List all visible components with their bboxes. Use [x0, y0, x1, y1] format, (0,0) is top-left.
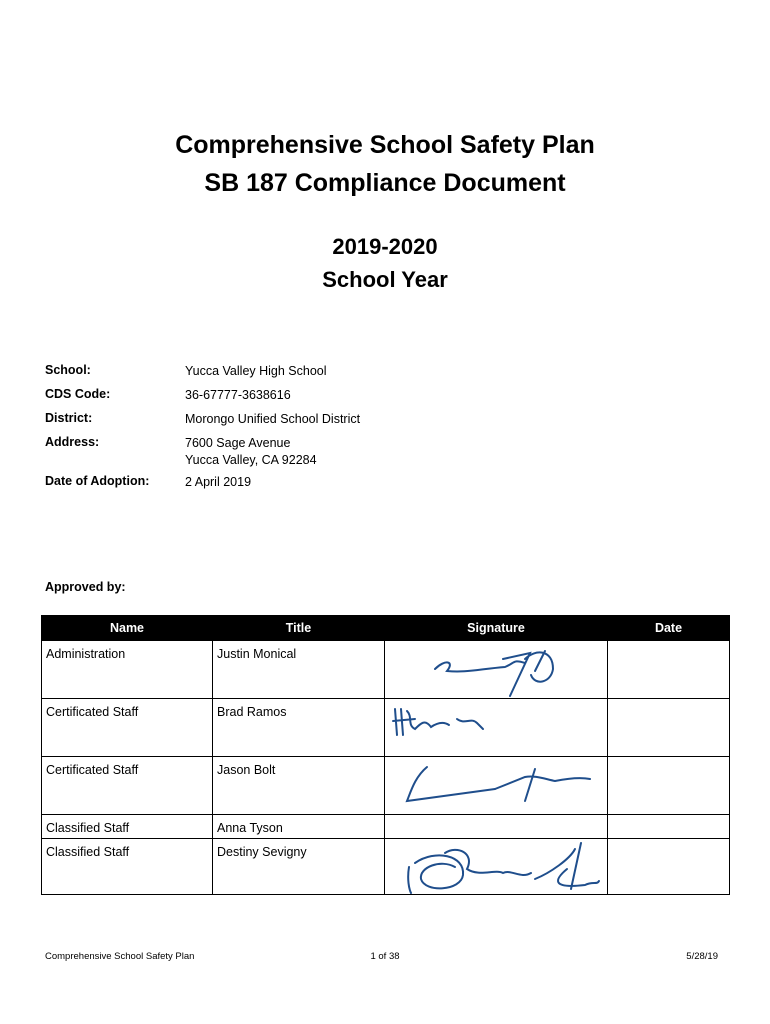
row-name: Classified Staff [42, 839, 213, 895]
row-title: Anna Tyson [213, 815, 385, 839]
cds-code-value: 36-67777-3638616 [185, 388, 291, 402]
signature-ramos [385, 699, 608, 757]
school-value: Yucca Valley High School [185, 364, 327, 378]
signature-cell [385, 641, 608, 699]
row-date [608, 839, 730, 895]
row-date [608, 641, 730, 699]
adoption-date-label: Date of Adoption: [45, 474, 150, 488]
header-date: Date [608, 616, 730, 641]
footer-page-number: 1 of 38 [370, 951, 400, 962]
signature-cell [385, 839, 608, 895]
table-row [42, 839, 730, 895]
signature-bolt [385, 757, 608, 815]
district-label: District: [45, 411, 93, 425]
cds-code-label: CDS Code: [45, 387, 111, 401]
row-date [608, 699, 730, 757]
row-title: Destiny Sevigny [213, 839, 385, 895]
row-title: Brad Ramos [213, 699, 385, 757]
school-year-label: School Year [322, 267, 448, 292]
approved-by-label: Approved by: [45, 580, 126, 594]
address-line1: 7600 Sage Avenue [185, 436, 291, 450]
footer-document-name: Comprehensive School Safety Plan [45, 951, 195, 962]
signature-cell [385, 815, 608, 839]
approval-table [41, 615, 730, 895]
address-label: Address: [45, 435, 100, 449]
table-row [42, 815, 730, 839]
row-name: Certificated Staff [42, 757, 213, 815]
school-label: School: [45, 363, 91, 377]
row-name: Administration [42, 641, 213, 699]
row-date [608, 815, 730, 839]
row-date [608, 757, 730, 815]
adoption-date-value: 2 April 2019 [185, 475, 252, 489]
header-signature: Signature [385, 616, 608, 641]
signature-monical [385, 641, 608, 699]
table-row [42, 757, 730, 815]
footer-date: 5/28/19 [686, 951, 718, 962]
district-value: Morongo Unified School District [185, 412, 361, 426]
row-title: Jason Bolt [213, 757, 385, 815]
table-row [42, 699, 730, 757]
row-name: Classified Staff [42, 815, 213, 839]
table-row [42, 641, 730, 699]
school-year-range: 2019-2020 [332, 234, 438, 259]
signature-cell [385, 757, 608, 815]
document-title-line2: SB 187 Compliance Document [204, 169, 566, 197]
row-title: Justin Monical [213, 641, 385, 699]
row-name: Certificated Staff [42, 699, 213, 757]
header-title: Title [213, 616, 385, 641]
signature-sevigny [385, 839, 608, 895]
address-line2: Yucca Valley, CA 92284 [185, 453, 317, 467]
table-header-row [42, 616, 730, 641]
signature-cell [385, 699, 608, 757]
document-title-line1: Comprehensive School Safety Plan [175, 131, 595, 159]
header-name: Name [42, 616, 213, 641]
